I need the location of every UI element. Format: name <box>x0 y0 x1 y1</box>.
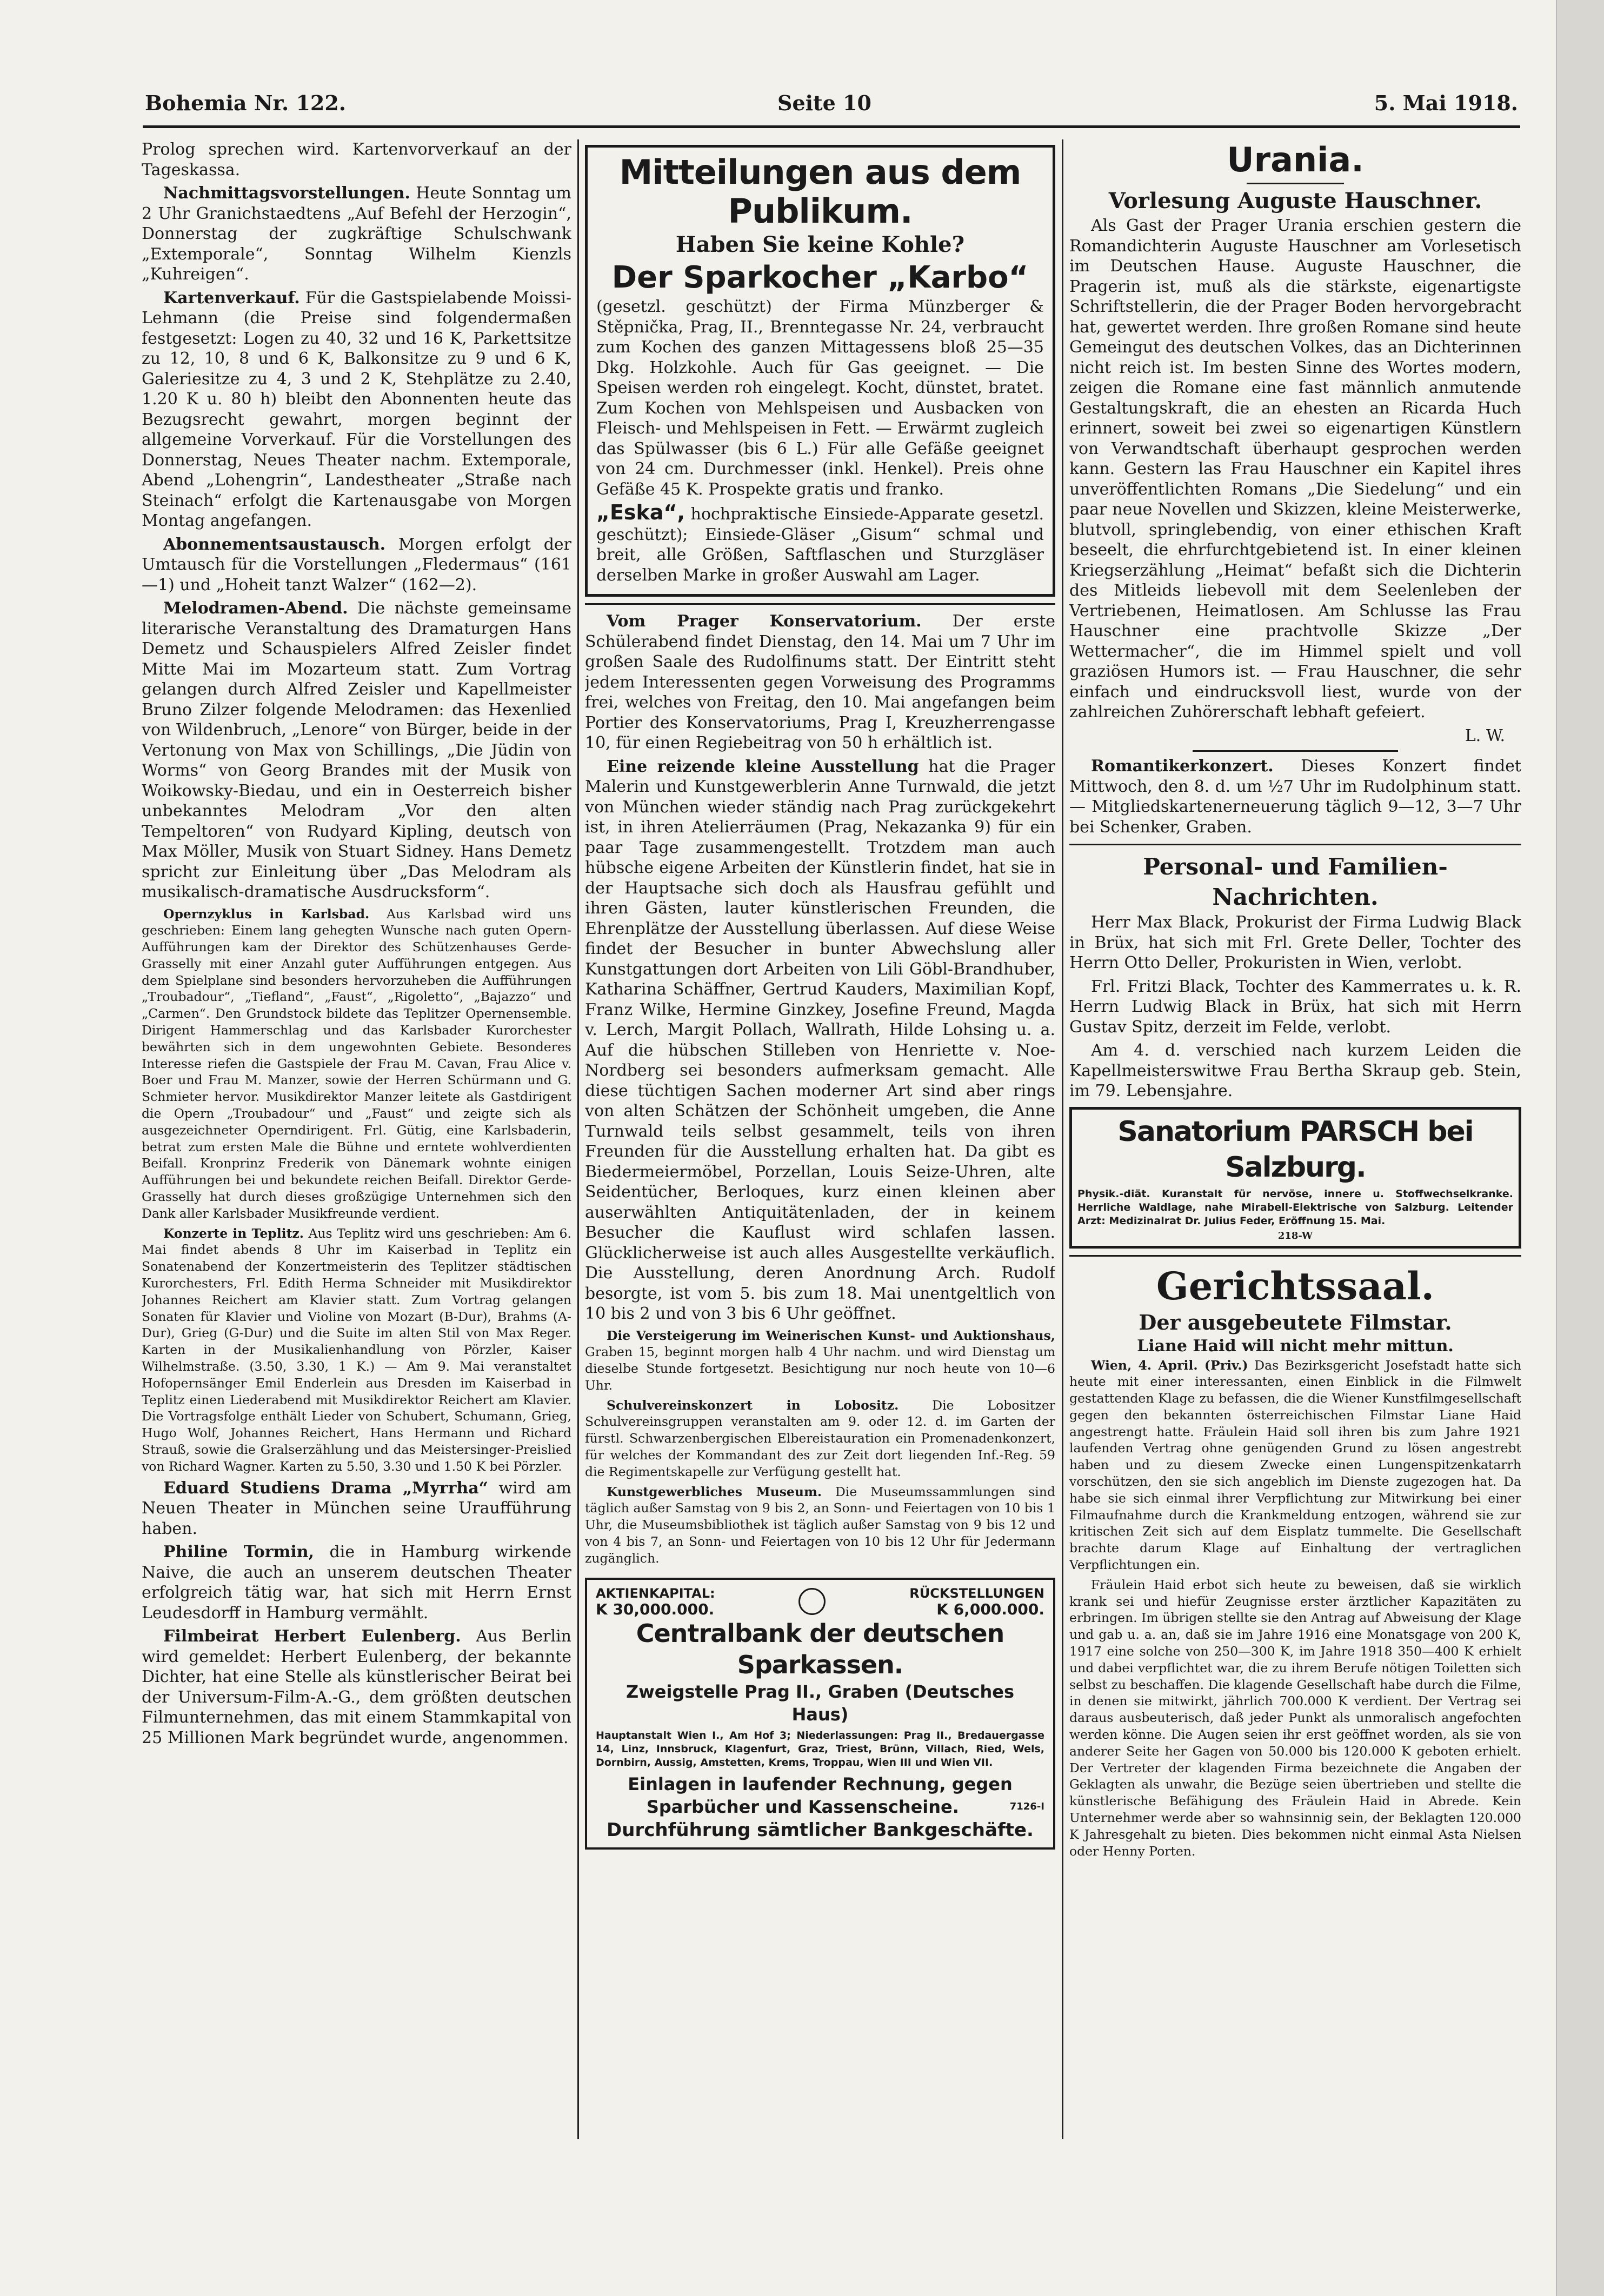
bank-line-2-row <box>596 1796 1044 1818</box>
sanatorium-title: Sanatorium PARSCH bei Salzburg. <box>1117 1115 1473 1184</box>
bank-capital-value: K 30,000.000. <box>596 1600 715 1618</box>
header-date: 5. Mai 1918. <box>1374 91 1518 115</box>
article-keyword: Wien, 4. April. (Priv.) <box>1091 1357 1248 1373</box>
bank-line-1: Einlagen in laufender Rechnung, gegen <box>628 1773 1013 1794</box>
bank-capital <box>596 1585 715 1618</box>
article-keyword: Eine reizende kleine Ausstellung <box>607 757 919 776</box>
gerichtssaal-title: Gerichtssaal. <box>1156 1263 1435 1309</box>
article-keyword: Die Versteigerung im Weinerischen Kunst- und Auktionshaus, <box>607 1327 1055 1343</box>
article-keyword: Kunstgewerbliches Museum. <box>607 1484 822 1499</box>
article-museum <box>585 1484 1055 1567</box>
article-myrrha <box>142 1478 571 1539</box>
divider <box>585 603 1055 605</box>
article-keyword: Kartenverkauf. <box>163 288 300 308</box>
divider <box>1193 750 1398 752</box>
bank-code: 7126-I <box>1009 1800 1044 1812</box>
article-melodramen <box>142 598 571 903</box>
column-3 <box>1069 139 1521 2150</box>
urania-signature: L. W. <box>1465 726 1505 745</box>
article-text: Graben 15, beginnt morgen halb 4 Uhr nachm. und wird Dienstag um dieselbe Stunde fortgesetzt. Besichtigung nur noch heute von 10—6 Uhr. <box>585 1344 1055 1393</box>
urania-subtitle: Vorlesung Auguste Hauschner. <box>1108 188 1482 213</box>
urania-text: Als Gast der Prager Urania erschien gestern die Romandichterin Auguste Hauschner am Vorlesetisch im Deutschen Hause. Auguste Hauschner, die Pragerin ist, muß als die stärkste, eigenartigste Schriftstellerin, die der Prager Boden hervorgebracht hat, gewertet werden. Ihre großen Romane sind heute Gemeingut des deutschen Volkes, das an Dichterinnen nicht reich ist. Im besten Sinne des Wortes modern, zeigen die Romane eine fast männlich anmutende Gestaltungskraft, die an ehesten an Ricarda Huch erinnert, soweit bei zwei so eigenartigen Künstlern von Verwandtschaft überhaupt gesprochen werden kann. Gestern las Frau Hauschner ein Kapitel ihres unveröffentlichten Romans „Die Siedelung“ und ein paar neue Novellen und Skizzen, kleine Meisterwerke, blutvoll, springlebendig, von einer ethischen Kraft beseelt, die ehrfurchtgebietend ist. In einer kleinen Kriegserzählung „Heimat“ befaßt sich die Dichterin des Mitleids liebevoll mit dem Seelenleben der Vertriebenen, Heimatlosen. Am Schlusse las Frau Hauschner eine prachtvolle Skizze „Der Wettermacher“, die im Himmel spielt und voll graziösen Humors ist. — Frau Hauschner, die sehr einfach und eindrucksvoll liest, wurde von der zahlreichen Zuhörerschaft lebhaft gefeiert. <box>1069 216 1521 722</box>
bank-reserves-value: K 6,000.000. <box>936 1600 1044 1618</box>
article-nachmittag <box>142 183 571 285</box>
header-page-number: Seite 10 <box>777 91 871 115</box>
article-text: Dieses Konzert findet Mittwoch, den 8. d. um ½7 Uhr im Rudolphinum statt. — Mitgliedskartenerneuerung täglich 9—12, 3—7 Uhr bei Schenker, Graben. <box>1069 757 1521 837</box>
advertisement-karbo <box>585 145 1055 597</box>
article-romantiker <box>1069 756 1521 837</box>
bank-line-2: Sparbücher und Kassenscheine. <box>646 1796 959 1817</box>
sanatorium-text: Physik.-diät. Kuranstalt für nervöse, innere u. Stoffwechselkranke. Herrliche Waldlage, nahe Mirabell-Elektrische von Salzburg. Leitender Arzt: Medizinalrat Dr. Julius Feder, Eröffnung 15. Mai. <box>1077 1187 1513 1227</box>
article-eulenberg <box>142 1626 571 1748</box>
article-keyword: Schulvereinskonzert in Lobositz. <box>607 1397 899 1413</box>
article-keyword: Filmbeirat Herbert Eulenberg. <box>163 1627 461 1646</box>
article-abonnement <box>142 535 571 596</box>
article-keyword: Eduard Studiens Drama „Myrrha“ <box>163 1478 488 1498</box>
article-text: Aus Karlsbad wird uns geschrieben: Einem lang gehegten Wunsche nach guten Opern-Aufführungen kam der Direktor des Schützenhauses Gerde-Grasselly mit einer Anzahl guter Aufführungen entgegen. Aus dem Spielplane sind besonders hervorzuheben die Aufführungen „Troubadour“, „Tiefland“, „Faust“, „Rigoletto“, „Bajazzo“ und „Carmen“. Den Grundstock bildete das Teplitzer Opernensemble. Dirigent Hammerschlag und das Karlsbader Kurorchester bewährten sich in dem ungewohnten Gebiete. Besonderes Interesse riefen die Gastspiele der Frau M. Cavan, Frau Alice v. Boer und Frau M. Manzer, sowie der Herren Schürmann und G. Schmieter hervor. Musikdirektor Manzer leitete als Gastdirigent die Opern „Troubadour“ und „Faust“ und zeigte sich als ausgezeichneter Operndirigent. Frl. Gütig, eine Karlsbaderin, betrat zum ersten Male die Bühne und erntete wohlverdienten Beifall. Kronprinz Frederik von Dänemark wohnte einigen Aufführungen bei und bekundete reichen Beifall. Direktor Gerde-Grasselly hat durch dieses großzügige Unternehmen sich den Dank aller Karlsbader Musikfreunde verdient. <box>142 906 571 1221</box>
article-keyword: Melodramen-Abend. <box>163 599 348 618</box>
advertisement-sanatorium <box>1069 1107 1521 1249</box>
column-1 <box>142 139 571 2150</box>
article-text: Das Bezirksgericht Josefstadt hatte sich heute mit einer interessanten, einen Einblick in die Filmwelt gestattenden Klage zu befassen, die die Wiener Kunstfilmgesellschaft gegen den bekannten österreichischen Filmstar Liane Haid angestrengt hatte. Fräulein Haid soll ihren bis zum Jahre 1921 laufenden Vertrag ohne genügenden Grund zu lösen angestrebt haben und zu diesem Zwecke einen Lungenspitzenkatarrh vorschützen, den sie sich angeblich im Dienste zugezogen hat. Da habe sie sich einmal ihrer Verpflichtung zur Mitwirkung bei einer Filmaufnahme durch die Krankmeldung entzogen, während sie zur kritischen Zeit sich auf dem Eisplatz tummelte. Die Gesellschaft brachte darum Klage auf Einhaltung der vertraglichen Verpflichtungen ein. <box>1069 1357 1521 1573</box>
article-text: Die nächste gemeinsame literarische Veranstaltung des Dramaturgen Hans Demetz und Schauspielers Alfred Zeisler findet Mitte Mai im Mozarteum statt. Zum Vortrag gelangen durch Alfred Zeisler und Kapellmeister Bruno Zilzer folgende Melodramen: das Hexenlied von Wildenbruch, „Lenore“ von Bürger, beide in der Vertonung von Max von Schillings, „Die Jüdin von Worms“ von Georg Brandes mit der Musik von Woikowsky-Biedau, und ein in Oesterreich bisher unbekanntes Melodram „Vor den alten Tempeltoren“ von Rudyard Kipling, deutsch von Max Möller, Musik von Stuart Sidney. Hans Demetz spricht zur Einleitung über „Das Melodram als musikalisch-dramatische Ausdrucksform“. <box>142 599 571 902</box>
article-ausstellung <box>585 757 1055 1324</box>
advertisement-centralbank <box>585 1578 1055 1850</box>
article-text: Prolog sprechen wird. Kartenvorverkauf an der Tageskassa. <box>142 140 571 179</box>
ad-eska-name: „Eska“, <box>596 500 685 524</box>
article-text: wird am Neuen Theater in München seine Uraufführung haben. <box>142 1478 571 1538</box>
gerichtssaal-subtitle-2: Liane Haid will nicht mehr mittun. <box>1137 1336 1454 1356</box>
divider <box>1069 1255 1521 1257</box>
scan-edge <box>1556 0 1604 2296</box>
column-divider-1 <box>577 139 579 2139</box>
bank-branch: Zweigstelle Prag II., Graben (Deutsches Haus) <box>626 1681 1014 1725</box>
bank-name: Centralbank der deutschen Sparkassen. <box>636 1618 1004 1679</box>
article-tormin <box>142 1542 571 1623</box>
gerichtssaal-subtitle: Der ausgebeutete Filmstar. <box>1139 1310 1452 1334</box>
gerichtssaal-paragraph-2: Fräulein Haid erbot sich heute zu beweisen, daß sie wirklich krank sei und hiefür Zeugnisse erster ärztlicher Kapazitäten zu erbringen. Im übrigen stellte sie den Antrag auf Abweisung der Klage und gab u. a. an, daß sie im Jahre 1916 eine Monatsgage von 200 K, 1917 eine solche von 250—300 K, im Jahre 1918 350—400 K erhielt und dabei verpflichtet war, die zu ihrem Berufe nötigen Toiletten sich selbst zu beschaffen. Die klagende Gesellschaft habe durch die Filme, in denen sie mitwirkt, jährlich 700.000 K verdient. Der Vertrag sei daraus ausbeuterisch, daß jeder Punkt als unmoralisch angefochten werden könne. Die Augen seien ihr erst geöffnet worden, als sie von anderer Seite her Gagen von 50.000 bis 120.000 K geboten erhielt. Der Vertreter der klagenden Firma bezeichnete die Angaben der Geklagten als unwahr, die Bezüge seien übertrieben und stellte die künstlerische Befähigung des Fräulein Haid in Abrede. Kein Unternehmer werde aber so wahnsinnig sein, der Beklagten 120.000 K Jahresgehalt zu bieten. Dies bekommen nicht einmal Asta Nielsen oder Henny Porten. <box>1069 1577 1521 1859</box>
page-header <box>145 91 1518 123</box>
personal-notice-2: Frl. Fritzi Black, Tochter des Kammerrates u. k. R. Herrn Ludwig Black in Brüx, hat sich mit Herrn Gustav Spitz, derzeit im Felde, verlobt. <box>1069 977 1521 1037</box>
article-text: die in Hamburg wirkende Naive, die auch an unserem deutschen Theater erfolgreich tätig war, hat sich mit Herrn Ernst Leudesdorff in Hamburg vermählt. <box>142 1543 571 1623</box>
ad-text: (gesetzl. geschützt) der Firma Münzberger & Stěpnička, Prag, II., Brenntegasse Nr. 24, verbraucht zum Kochen des ganzen Mittagessens bloß 25—35 Dkg. Holzkohle. Auch für Gas geeignet. — Die Speisen werden roh eingelegt. Kocht, dünstet, bratet. Zum Kochen von Mehlspeisen und Ausbacken von Fleisch- und Mehlspeisen in Fett. — Erwärmt zugleich das Spülwasser (bis 6 L.) Für alle Gefäße geeignet von 24 cm. Durchmesser (inkl. Henkel). Preis ohne Gefäße 45 K. Prospekte gratis und franko. <box>596 297 1044 499</box>
title-rule <box>1247 183 1344 184</box>
column-divider-2 <box>1062 139 1063 2139</box>
urania-title: Urania. <box>1227 140 1364 179</box>
personal-title: Personal- und Familien-Nachrichten. <box>1143 853 1448 910</box>
personal-notice-1: Herr Max Black, Prokurist der Firma Ludwig Black in Brüx, hat sich mit Frl. Grete Deller, Tochter des Herrn Otto Deller, Prokuristen in Wien, verlobt. <box>1069 913 1521 972</box>
article-text: Heute Sonntag um 2 Uhr Granichstaedtens „Auf Befehl der Herzogin“, Donnerstag der zugkräftige Schulschwank „Extemporale“, Sonntag Wilhelm Kienzls „Kuhreigen“. <box>142 184 571 284</box>
article-keyword: Vom Prager Konservatorium. <box>607 612 922 631</box>
article-text: hat die Prager Malerin und Kunstgewerblerin Anne Turnwald, die jetzt von München wieder ständig nach Prag zurückgekehrt ist, in ihren Atelierräumen (Prag, Nekazanka 9) für ein paar Tage zusammengestellt. Trotzdem man auch hübsche eigene Arbeiten der Künstlerin findet, hat sie in der Hauptsache sich doch als Hausfrau gefühlt und ihren Gästen, lauter künstlerischen Freunden, die Ehrenplätze der Ausstellung überlassen. Auf diese Weise findet der Besucher in bunter Abwechslung aller Kunstgattungen dort Arbeiten von Lili Göbl-Brandhuber, Katharina Schäffner, Gertrud Kauders, Maximilian Kopf, Franz Wilke, Hermine Ginzkey, Josefine Freund, Magda v. Lerch, Margit Pollach, Wallrath, Hilde Lohsing u. a. Auf die hübschen Stilleben von Henriette v. Noe-Nordberg sei besonders aufmerksam gemacht. Alle diese tüchtigen Sachen moderner Art sind aber rings von alten Schätzen der Schönheit umgeben, die Anne Turnwald teils selbst gesammelt, teils von ihren Freunden für die Ausstellung erhalten hat. Da gibt es Biedermeiermöbel, Porzellan, Louis Seize-Uhren, alte Seidentücher, Berloques, kurz einen kleinen aber auserwählten Antiquitätenladen, der in keinem Besucher die Kauflust wird schlafen lassen. Glücklicherweise ist auch alles Ausgestellte verkäuflich. Die Ausstellung, deren Anordnung Arch. Rudolf besorgte, ist vom 5. bis zum 18. Mai unentgeltlich von 10 bis 2 und von 3 bis 6 Uhr geöffnet. <box>585 757 1055 1323</box>
article-text: Morgen erfolgt der Umtausch für die Vorstellungen „Fledermaus“ (161—1) und „Hoheit tanzt Walzer“ (162—2). <box>142 535 571 595</box>
bank-reserves <box>909 1585 1044 1618</box>
article-kartenverkauf <box>142 288 571 531</box>
article-keyword: Abonnementsaustausch. <box>163 535 386 554</box>
article-keyword: Konzerte in Teplitz. <box>163 1225 304 1241</box>
article-keyword: Nachmittagsvorstellungen. <box>163 184 410 203</box>
article-opernzyklus <box>142 906 571 1222</box>
article-text: Aus Berlin wird gemeldet: Herbert Eulenberg, der bekannte Dichter, hat eine Stelle als künstlerischer Beirat bei der Universum-Film-A.-G., dem größten deutschen Filmunternehmen, das mit einem Stammkapital von 25 Millionen Mark begründet wurde, angenommen. <box>142 1627 571 1747</box>
gerichtssaal-paragraph-1 <box>1069 1357 1521 1573</box>
article-text: Die Lobositzer Schulvereinsgruppen veranstalten am 9. oder 12. d. im Garten der fürstl. Schwarzenbergischen Elbereistauration ein Promenadenkonzert, für welches der Kommandant des zur Zeit dort liegenden Inf.-Reg. 59 die Regimentskapelle zur Verfügung gestellt hat. <box>585 1397 1055 1479</box>
article-versteigerung <box>585 1327 1055 1394</box>
eagle-emblem-icon <box>798 1588 826 1615</box>
article-teplitz <box>142 1225 571 1475</box>
bank-line-3: Durchführung sämtlicher Bankgeschäfte. <box>607 1819 1034 1841</box>
ad-subtitle: Haben Sie keine Kohle? <box>675 232 965 257</box>
article-keyword: Romantikerkonzert. <box>1091 757 1274 776</box>
ad-eska <box>596 500 1044 585</box>
ad-section-title: Mitteilungen aus dem Publikum. <box>619 152 1021 231</box>
article-text: Die Museumssammlungen sind täglich außer Samstag von 9 bis 2, an Sonn- und Feiertagen von 10 bis 1 Uhr, die Museumsbibliothek ist täglich außer Samstag von 9 bis 12 und von 4 bis 7, an Sonn- und Feiertagen von 10 bis 12 Uhr für Jedermann zugänglich. <box>585 1484 1055 1566</box>
header-publication: Bohemia Nr. 122. <box>145 91 347 115</box>
bank-capital-label: AKTIENKAPITAL: <box>596 1585 715 1601</box>
article-keyword: Opernzyklus in Karlsbad. <box>163 906 370 922</box>
article-text: Für die Gastspielabende Moissi-Lehmann (die Preise sind folgendermaßen festgesetzt: Logen zu 40, 32 und 16 K, Parkettsitze zu 12, 10, 8 und 6 K, Balkonsitze zu 9 und 6 K, Galeriesitze zu 4, 3 und 2 K, Stehplätze zu 2.40, 1.20 K u. 80 h) bleibt den Abonnenten heute das Bezugsrecht gewahrt, morgen beginnt der allgemeine Vorverkauf. Für die Vorstellungen des Donnerstag, Neues Theater nachm. Extemporale, Abend „Lohengrin“, Landestheater „Straße nach Steinach“ erfolgt die Kartenausgabe von Morgen Montag angefangen. <box>142 288 571 530</box>
column-2 <box>585 139 1055 2150</box>
ad-product-name: Der Sparkocher „Karbo“ <box>611 260 1029 295</box>
personal-notice-3: Am 4. d. verschied nach kurzem Leiden die Kapellmeisterswitwe Frau Bertha Skraup geb. Stein, im 79. Lebensjahre. <box>1069 1041 1521 1100</box>
header-rule <box>143 125 1520 128</box>
bank-locations: Hauptanstalt Wien I., Am Hof 3; Niederlassungen: Prag II., Bredauergasse 14, Linz, Innsbruck, Klagenfurt, Graz, Triest, Brünn, Villach, Ried, Wels, Dornbirn, Aussig, Amstetten, Krems, Troppau, Wien III und Wien VII. <box>596 1729 1044 1768</box>
sanatorium-code: 218-W <box>1277 1230 1313 1242</box>
article-text: Aus Teplitz wird uns geschrieben: Am 6. Mai findet abends 8 Uhr im Kaiserbad in Teplitz ein Sonatenabend der Konzertmeisterin des Teplitzer städtischen Kurorchesters, Frl. Edith Herma Schneider mit Musikdirektor Johannes Reichert am Klavier statt. Zum Vortrag gelangen Sonaten für Klavier und Violine von Mozart (B-Dur), Brahms (A-Dur), Grieg (G-Dur) und die Suite im alten Stil von Max Reger. Karten in der Musikalienhandlung von Pörzler, Kaiser Wilhelmstraße. (3.50, 3.30, 1 K.) — Am 9. Mai veranstaltet Hofopernsänger Emil Enderlein aus Dresden im Kaiserbad in Teplitz einen Liederabend mit Musikdirektor Reichert am Klavier. Die Vortragsfolge enthält Lieder von Schubert, Schumann, Grieg, Hugo Wolf, Johannes Reichert, Hans Hermann und Richard Strauß, sowie die Gralserzählung und das Meistersinger-Preislied von Richard Wagner. Karten zu 5.50, 3.30 und 1.50 K bei Pörzler. <box>142 1225 571 1474</box>
article-schulverein <box>585 1397 1055 1480</box>
bank-capital-row <box>596 1585 1044 1618</box>
bank-reserves-label: RÜCKSTELLUNGEN <box>909 1585 1044 1601</box>
ad-text: hochpraktische Einsiede-Apparate gesetzl. geschützt); Einsiede-Gläser „Gisum“ schmal und breit, alle Größen, Saftflaschen und Sturzgläser derselben Marke in großer Auswahl am Lager. <box>596 505 1044 585</box>
article-keyword: Philine Tormin, <box>163 1543 314 1562</box>
divider <box>1069 844 1521 845</box>
article-text: Der erste Schülerabend findet Dienstag, den 14. Mai um 7 Uhr im großen Saale des Rudolfinums statt. Der Eintritt steht jedem Interessenten gegen Vorweisung des Programms frei, welches von Freitag, den 10. Mai angefangen beim Portier des Konservatoriums, Prag I, Kreuzherrengasse 10, für einen Regiebeitrag von 50 h erhältlich ist. <box>585 612 1055 752</box>
article-konservatorium <box>585 611 1055 753</box>
